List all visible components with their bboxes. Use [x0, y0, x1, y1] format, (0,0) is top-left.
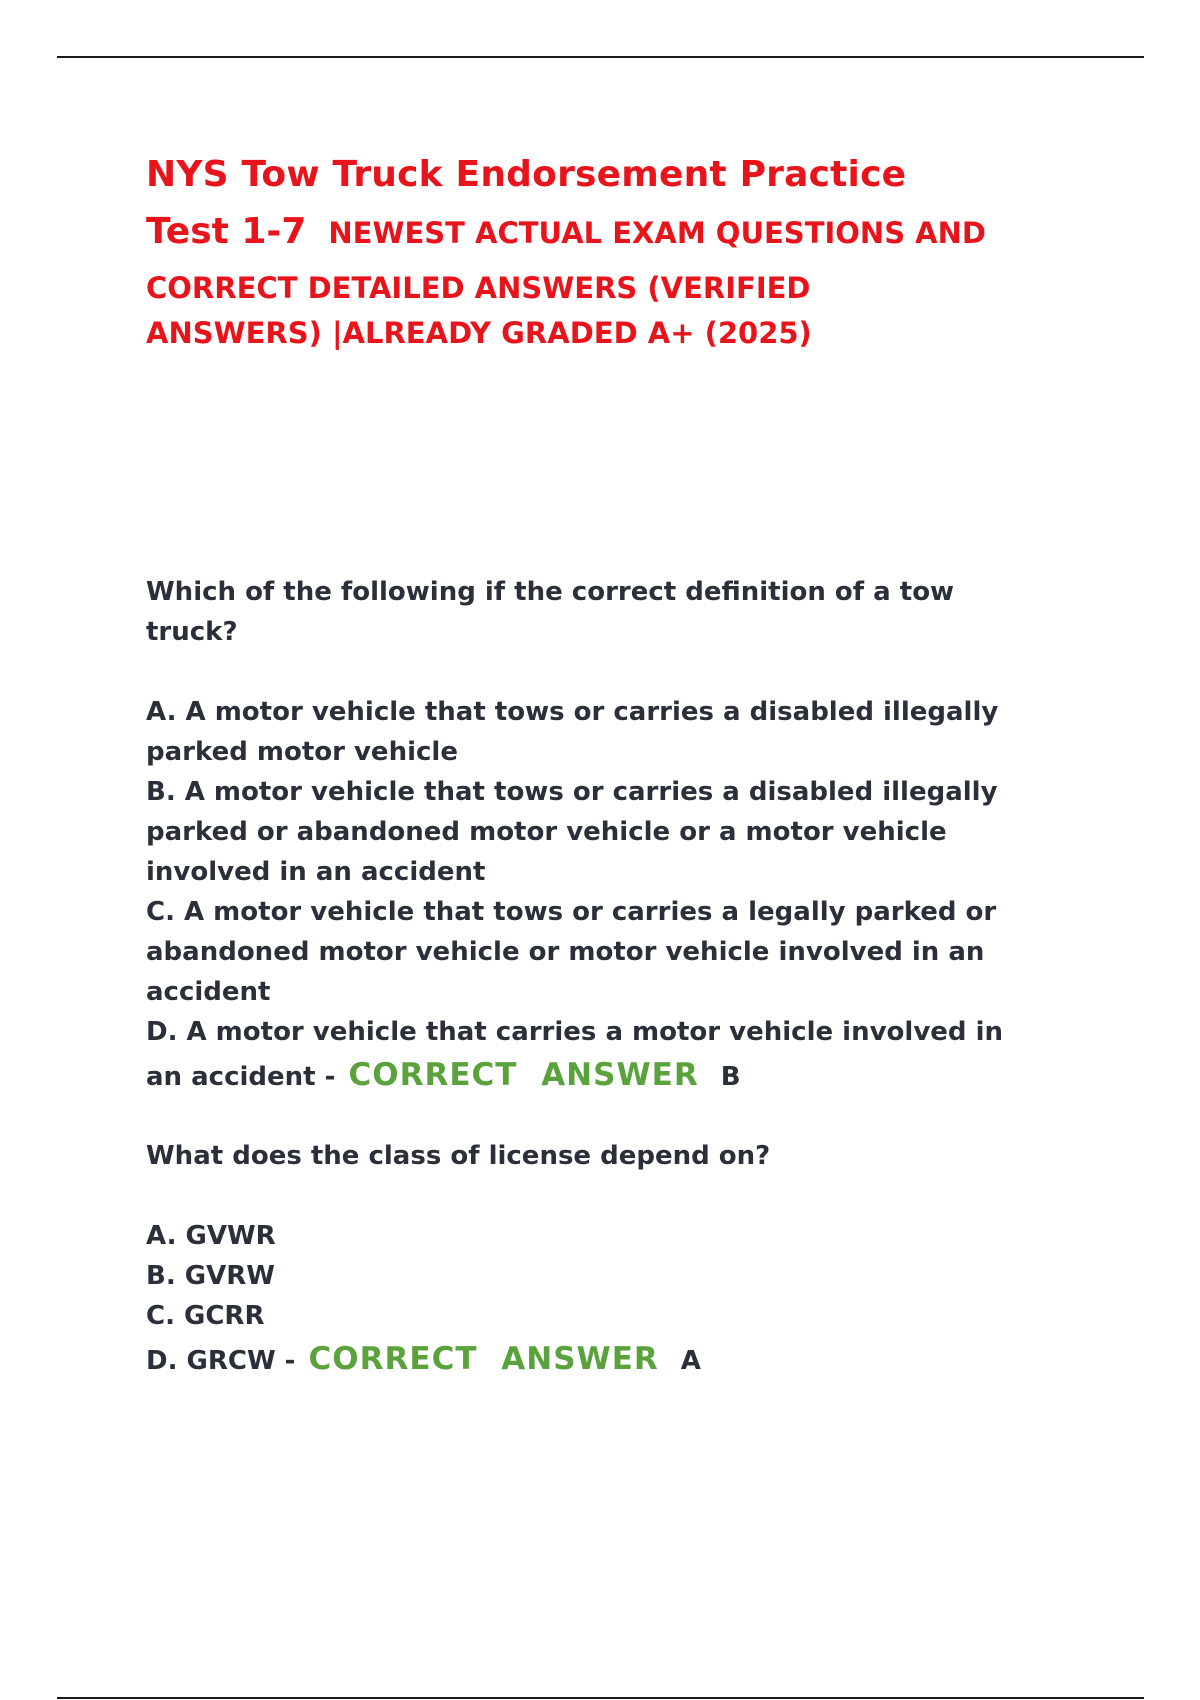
option-line: parked motor vehicle — [146, 737, 458, 767]
option-line-end: D. GRCW - — [146, 1346, 296, 1376]
question-line: truck? — [146, 617, 238, 647]
title-subtitle-start: NEWEST ACTUAL EXAM QUESTIONS AND — [328, 216, 986, 250]
correct-answer-label: CORRECT ANSWER — [308, 1341, 659, 1377]
bottom-divider — [57, 1697, 1144, 1699]
title-line-2 — [146, 204, 1106, 266]
option-line: B. A motor vehicle that tows or carries a disabled illegally — [146, 777, 998, 807]
document-title — [146, 146, 1106, 356]
top-divider — [57, 56, 1144, 58]
question-line: Which of the following if the correct definition of a tow — [146, 577, 955, 607]
title-test-range: Test 1-7 — [146, 211, 307, 252]
option-line: abandoned motor vehicle or motor vehicle involved in an — [146, 937, 985, 967]
answer-line — [146, 1336, 1066, 1384]
correct-answer-label: CORRECT ANSWER — [348, 1057, 699, 1093]
option-line: A. A motor vehicle that tows or carries a disabled illegally — [146, 697, 999, 727]
question-text — [146, 1136, 1066, 1176]
correct-answer-letter: A — [680, 1346, 701, 1376]
title-line-4: ANSWERS) |ALREADY GRADED A+ (2025) — [146, 316, 812, 350]
title-line-1: NYS Tow Truck Endorsement Practice — [146, 154, 907, 195]
question-text — [146, 572, 1066, 652]
answer-line — [146, 1052, 1066, 1100]
correct-answer-letter: B — [720, 1062, 741, 1092]
option-line: A. GVWR — [146, 1221, 276, 1251]
option-line-end: an accident - — [146, 1062, 336, 1092]
option-line: parked or abandoned motor vehicle or a motor vehicle — [146, 817, 947, 847]
option-line: C. A motor vehicle that tows or carries a legally parked or — [146, 897, 997, 927]
title-line-3: CORRECT DETAILED ANSWERS (VERIFIED — [146, 271, 811, 305]
question-line: What does the class of license depend on? — [146, 1141, 771, 1171]
option-line: involved in an accident — [146, 857, 486, 887]
option-line: D. A motor vehicle that carries a motor vehicle involved in — [146, 1017, 1003, 1047]
option-line: B. GVRW — [146, 1261, 275, 1291]
question-block-2 — [146, 1136, 1066, 1384]
option-line: C. GCRR — [146, 1301, 265, 1331]
question-block-1 — [146, 572, 1066, 1100]
option-line: accident — [146, 977, 271, 1007]
